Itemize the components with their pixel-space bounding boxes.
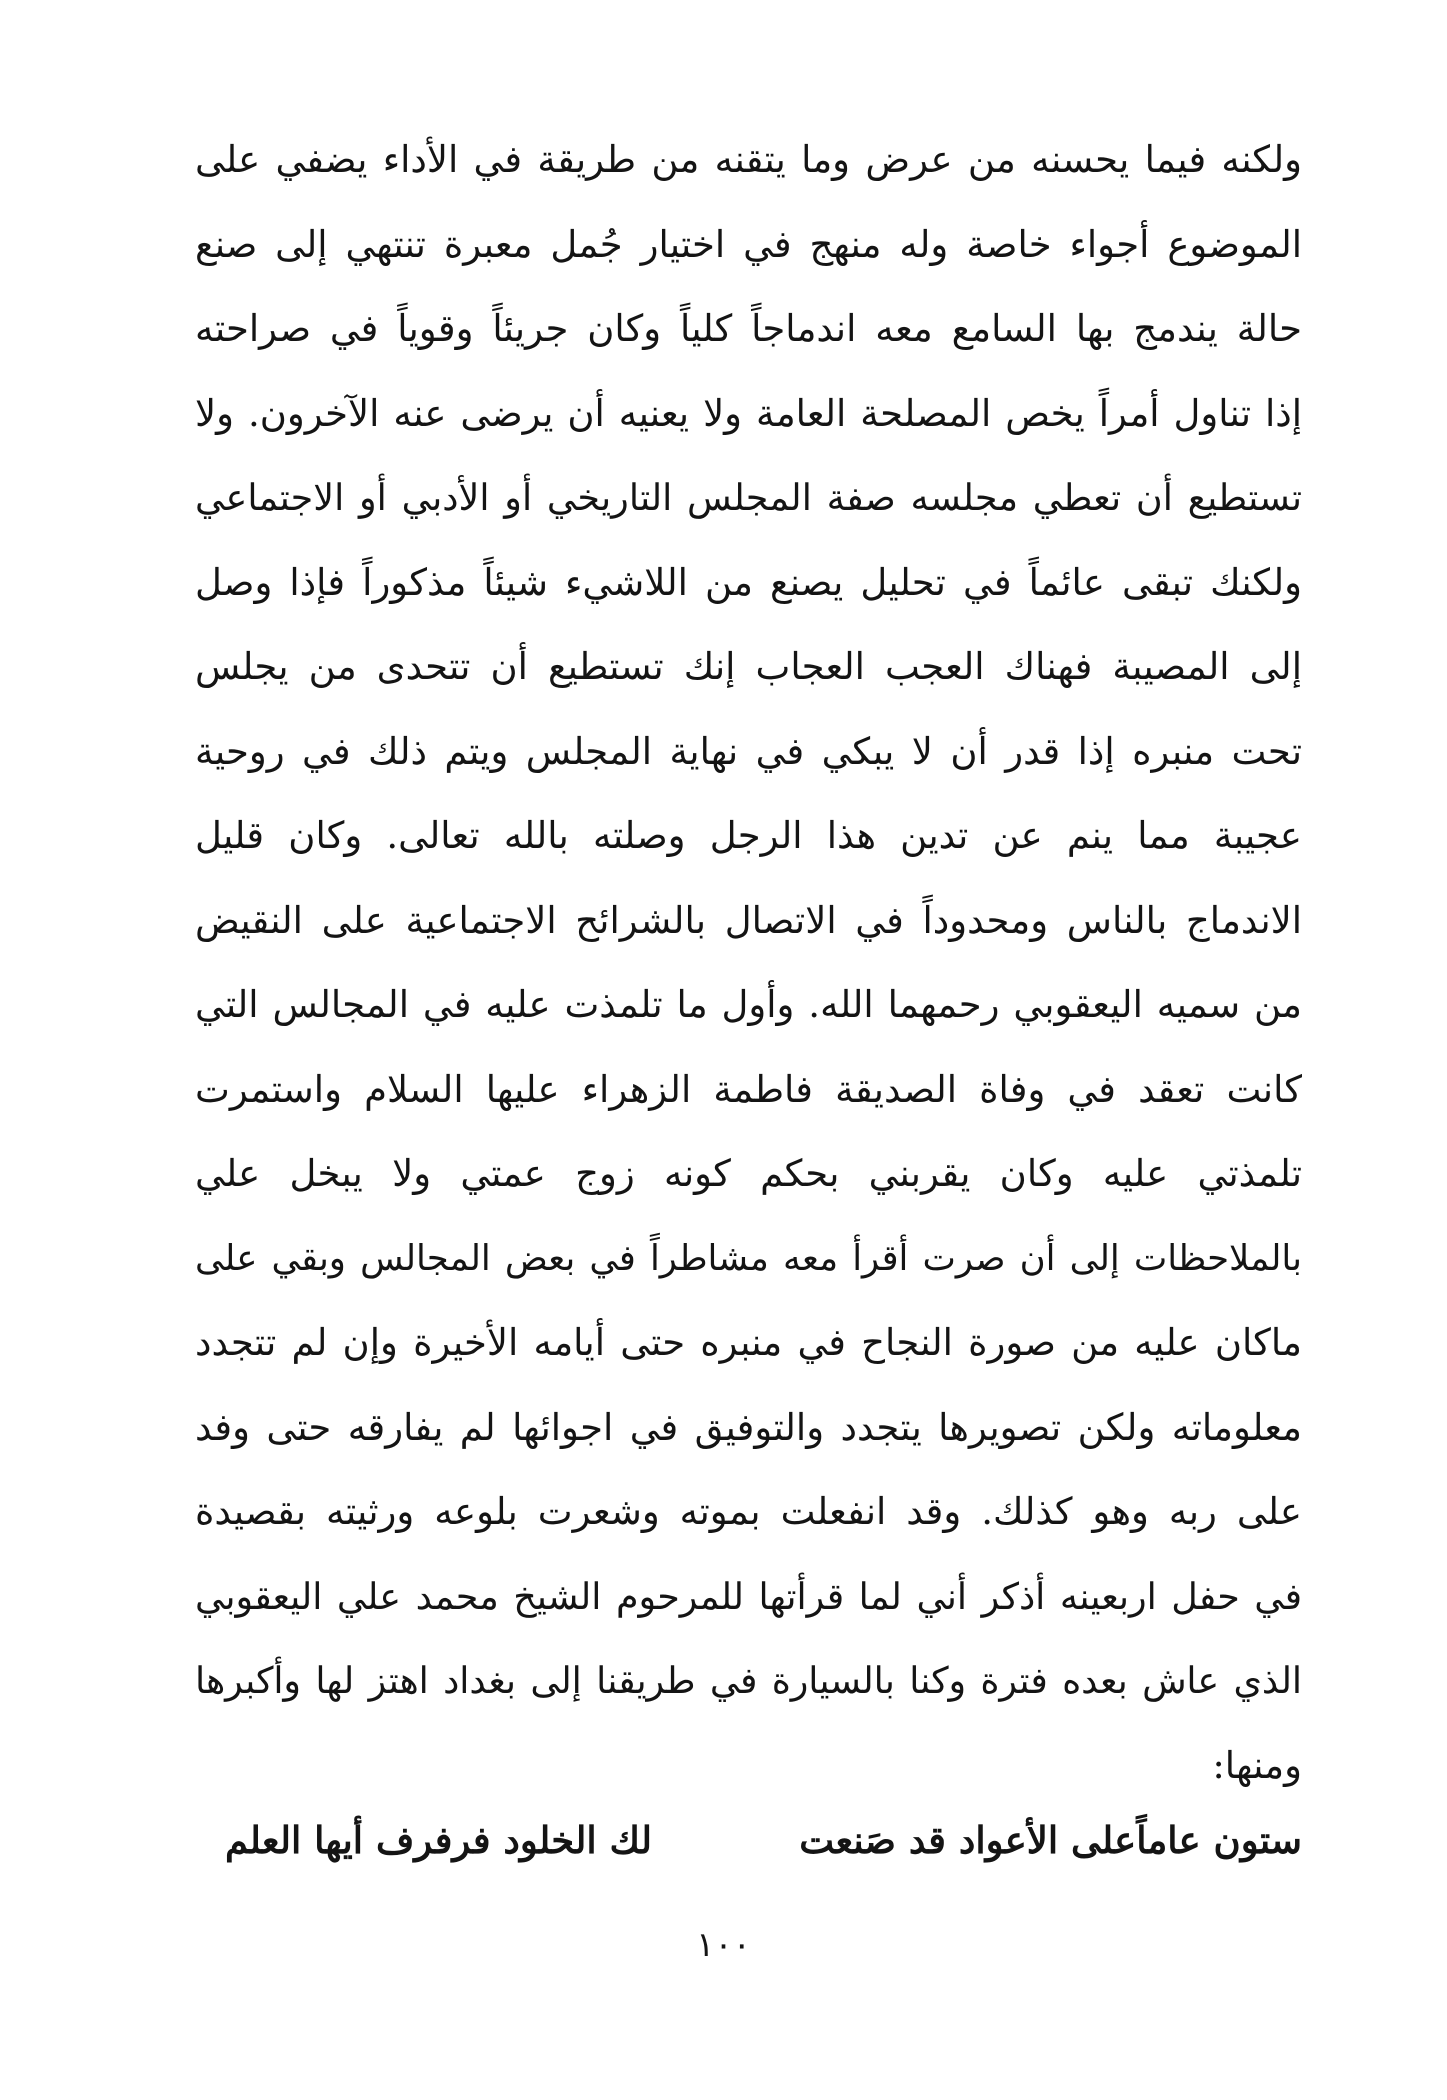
paragraph-line: تحت منبره إذا قدر أن لا يبكي في نهاية المجلس ويتم ذلك في روحية xyxy=(195,729,1302,773)
paragraph-line: كانت تعقد في وفاة الصديقة فاطمة الزهراء عليها السلام واستمرت xyxy=(195,1067,1302,1111)
body-paragraph xyxy=(195,118,1302,1808)
paragraph-line: معلوماته ولكن تصويرها يتجدد والتوفيق في اجوائها لم يفارقه حتى وفد xyxy=(195,1405,1302,1449)
paragraph-line: ماكان عليه من صورة النجاح في منبره حتى أيامه الأخيرة وإن لم تتجدد xyxy=(195,1321,1302,1364)
paragraph-line: تلمذتي عليه وكان يقربني بحكم كونه زوج عمتي ولا يبخل علي xyxy=(195,1152,1302,1195)
paragraph-line: إلى المصيبة فهناك العجب العجاب إنك تستطيع أن تتحدى من يجلس xyxy=(195,645,1302,688)
paragraph-line: الذي عاش بعده فترة وكنا بالسيارة في طريقنا إلى بغداد اهتز لها وأكبرها xyxy=(195,1659,1302,1702)
paragraph-line: على ربه وهو كذلك. وقد انفعلت بموته وشعرت بلوعه ورثيته بقصيدة xyxy=(195,1490,1302,1533)
paragraph-line: عجيبة مما ينم عن تدين هذا الرجل وصلته بالله تعالى. وكان قليل xyxy=(195,814,1302,857)
verse-second-hemistich: لك الخلود فرفرف أيها العلم xyxy=(225,1818,652,1862)
paragraph-line: في حفل اربعينه أذكر أني لما قرأتها للمرحوم الشيخ محمد علي اليعقوبي xyxy=(195,1574,1302,1618)
paragraph-line: إذا تناول أمراً يخص المصلحة العامة ولا يعنيه أن يرضى عنه الآخرون. ولا xyxy=(195,391,1302,435)
paragraph-line: الاندماج بالناس ومحدوداً في الاتصال بالشرائح الاجتماعية على النقيض xyxy=(195,898,1302,942)
paragraph-line-last: ومنها: xyxy=(1212,1743,1302,1787)
paragraph-line: من سميه اليعقوبي رحمهما الله. وأول ما تلمذت عليه في المجالس التي xyxy=(195,983,1302,1026)
page-number: ١٠٠ xyxy=(696,1925,751,1965)
paragraph-line: الموضوع أجواء خاصة وله منهج في اختيار جُمل معبرة تنتهي إلى صنع xyxy=(195,222,1302,266)
paragraph-line: بالملاحظات إلى أن صرت أقرأ معه مشاطراً في بعض المجالس وبقي على xyxy=(195,1237,1302,1279)
paragraph-line: تستطيع أن تعطي مجلسه صفة المجلس التاريخي أو الأدبي أو الاجتماعي xyxy=(195,476,1302,519)
paragraph-line: ولكنك تبقى عائماً في تحليل يصنع من اللاشيء شيئاً مذكوراً فإذا وصل xyxy=(195,560,1302,604)
paragraph-line: حالة يندمج بها السامع معه اندماجاً كلياً وكان جريئاً وقوياً في صراحته xyxy=(195,307,1302,350)
paragraph-line: ولكنه فيما يحسنه من عرض وما يتقنه من طريقة في الأداء يضفي على xyxy=(195,138,1302,181)
poem-verse xyxy=(225,1800,1302,1880)
verse-first-hemistich: ستون عاماًعلى الأعواد قد صَنعت xyxy=(799,1818,1302,1862)
